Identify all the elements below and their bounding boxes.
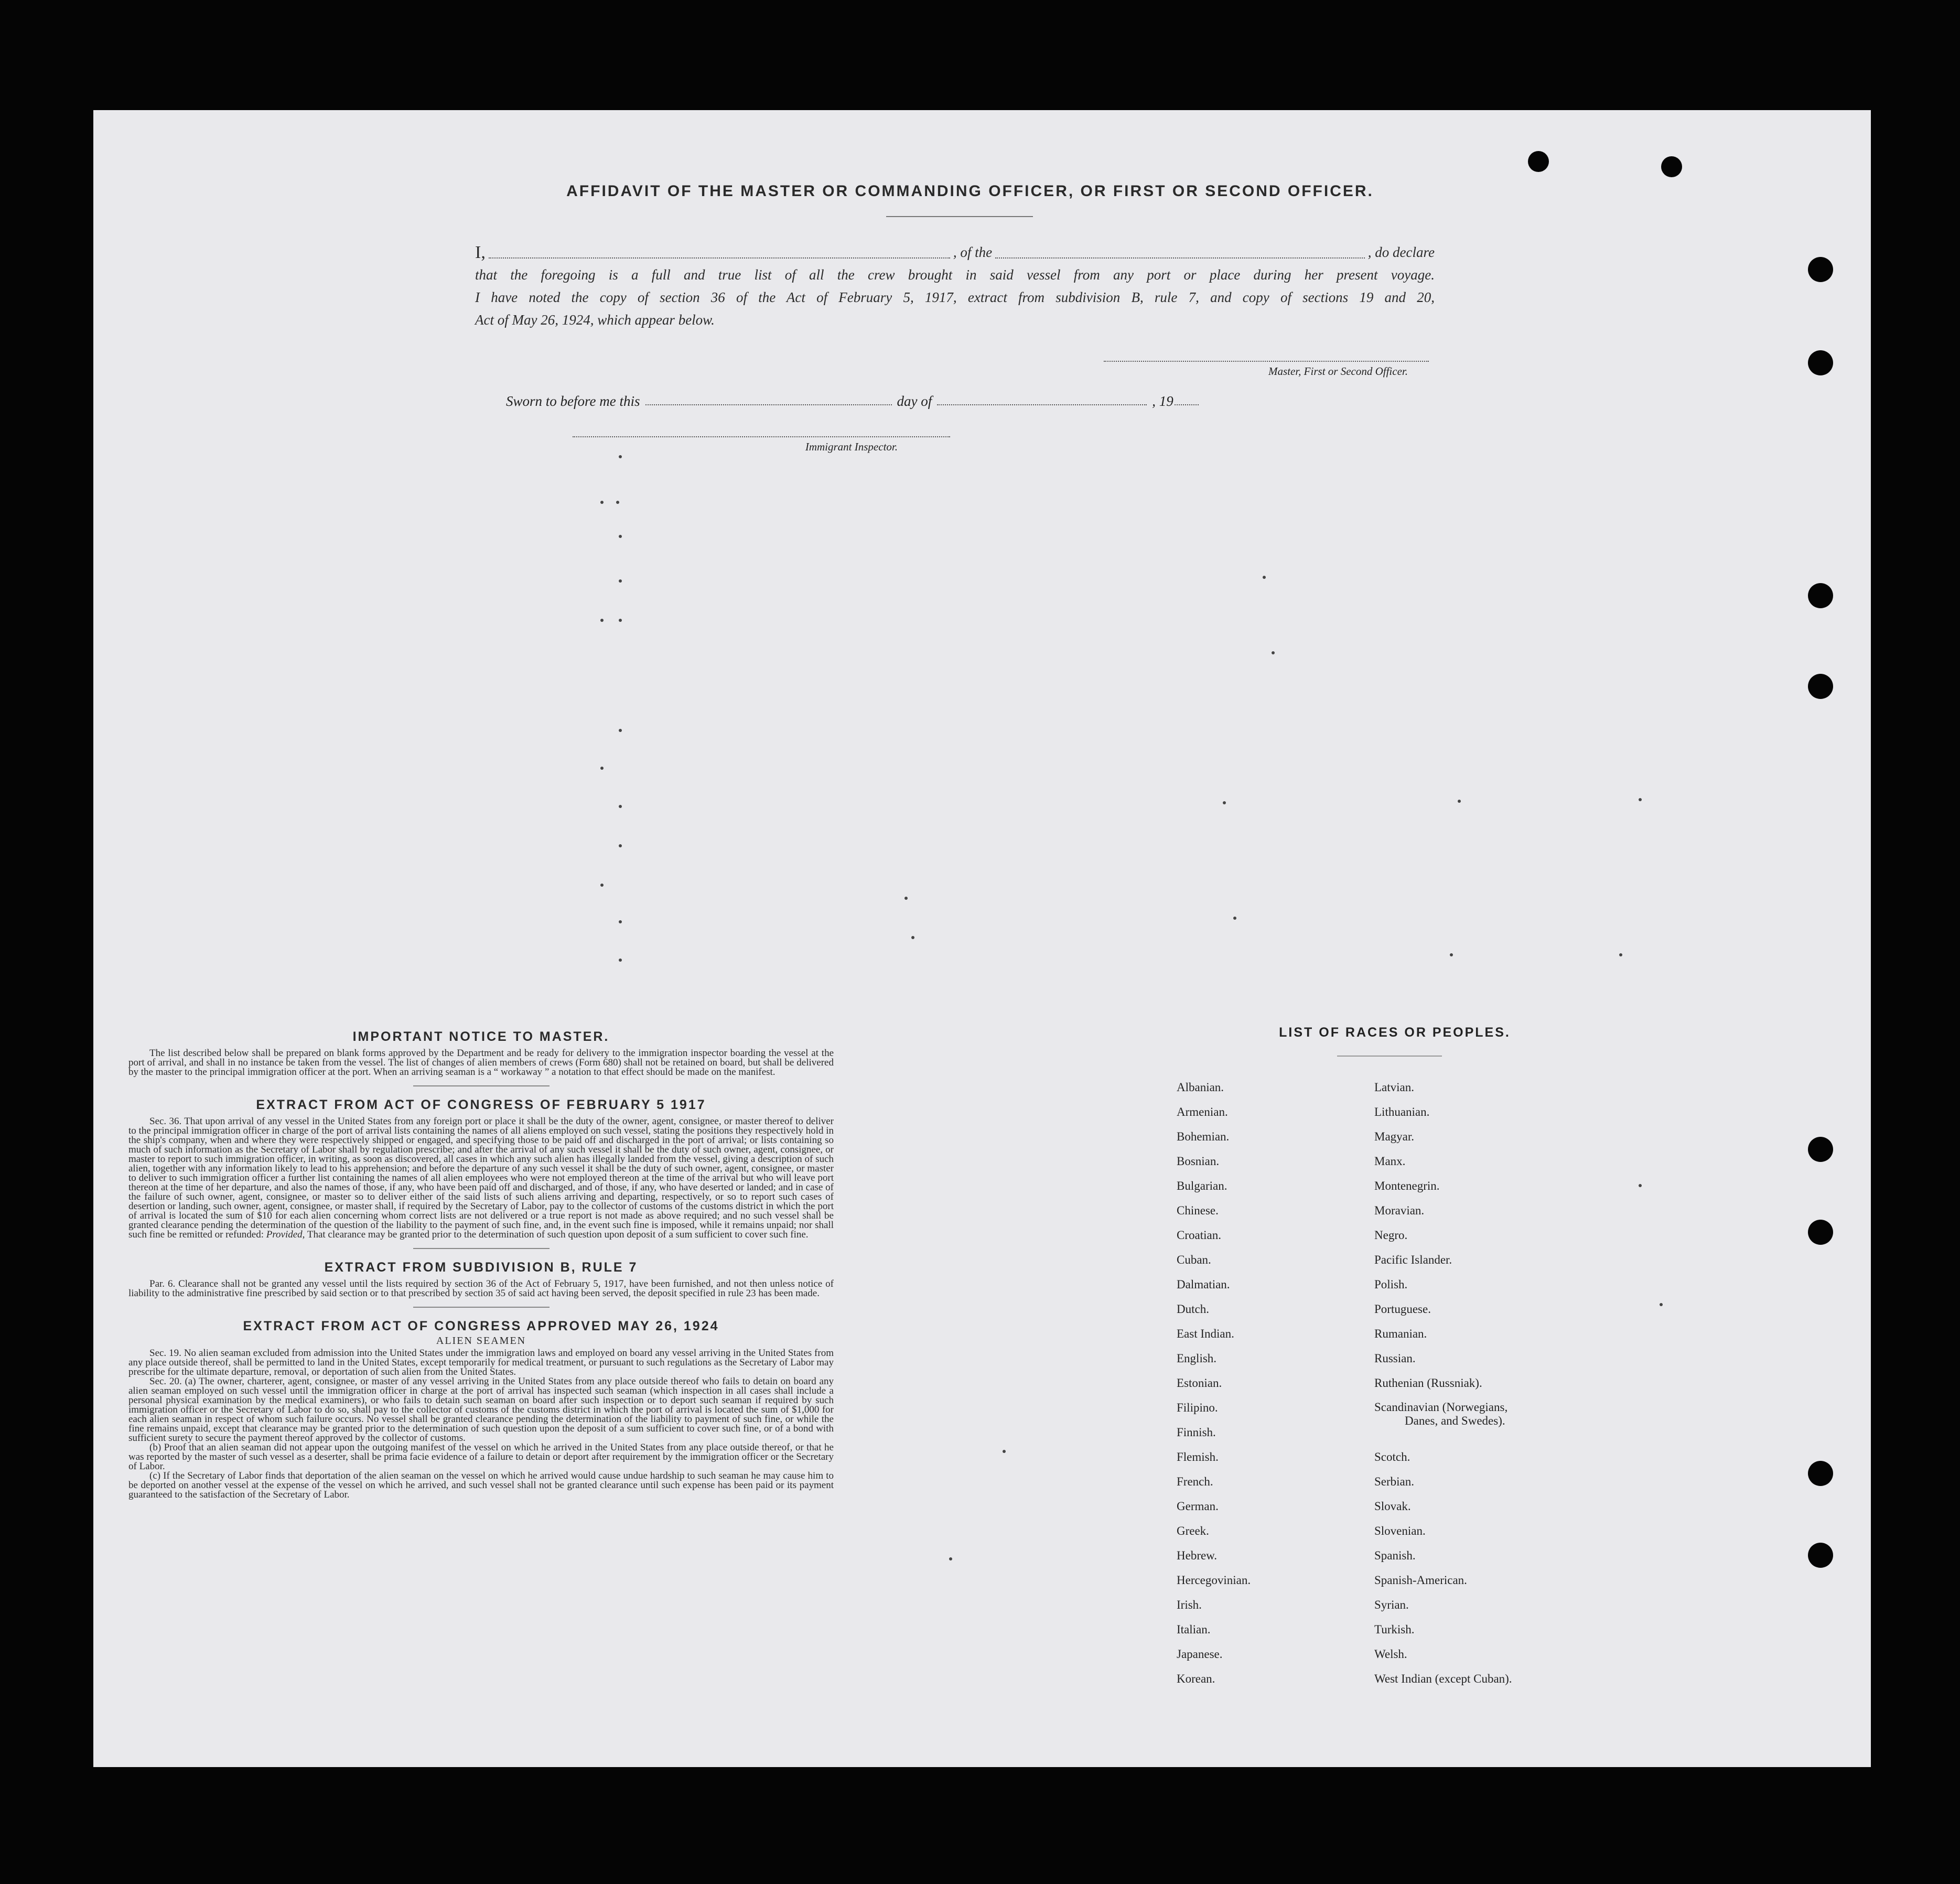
- race-item: English.: [1177, 1352, 1217, 1365]
- extract-1924-sec19: Sec. 19. No alien seaman excluded from admission into the United States under the immigration laws and employed on board any vessel arriving in the United States from any place outside thereof, shall be permitted to land in the United States, except temporarily for medical treatment, or pursuant to such regulations as the Secretary of Labor may prescribe for the ultimate departure, removal, or deportation of such alien from the United States.: [128, 1348, 834, 1377]
- extract-1924-subtitle: ALIEN SEAMEN: [436, 1335, 526, 1347]
- race-item: Syrian.: [1374, 1598, 1409, 1611]
- race-item: Bohemian.: [1177, 1130, 1230, 1143]
- separator: [413, 1085, 550, 1086]
- race-item: Ruthenian (Russniak).: [1374, 1376, 1482, 1390]
- race-item: Finnish.: [1177, 1426, 1216, 1439]
- speck: [600, 767, 604, 770]
- race-item-scandinavian: [1374, 1395, 1699, 1445]
- inspector-signature-field[interactable]: [573, 436, 950, 437]
- binder-hole: [1808, 1461, 1833, 1486]
- speck: [1223, 801, 1226, 804]
- separator: [413, 1307, 550, 1308]
- race-item: Korean.: [1177, 1672, 1215, 1685]
- vessel-name-field[interactable]: [995, 257, 1365, 259]
- race-item: Dalmatian.: [1177, 1278, 1230, 1291]
- declaration-end: , do declare: [1367, 244, 1435, 260]
- extract-1917-proviso-rest: That clearance may be granted prior to the determination of such question upon deposit of a sum sufficient to cover such fine.: [307, 1229, 809, 1240]
- declaration-of: , of the: [953, 244, 993, 260]
- sworn-line: [506, 393, 1240, 410]
- race-item: Rumanian.: [1374, 1327, 1427, 1340]
- speck: [619, 455, 622, 458]
- speck: [1458, 800, 1461, 803]
- declaration-line-1: [475, 241, 1435, 264]
- race-item: French.: [1177, 1475, 1213, 1488]
- speck: [616, 501, 619, 504]
- race-item-line: Danes, and Swedes).: [1405, 1414, 1505, 1427]
- race-item: East Indian.: [1177, 1327, 1234, 1340]
- race-item: Pacific Islander.: [1374, 1253, 1452, 1266]
- binder-hole: [1808, 1543, 1833, 1568]
- speck: [619, 844, 622, 847]
- speck: [619, 920, 622, 923]
- separator: [413, 1248, 550, 1249]
- race-item: Serbian.: [1374, 1475, 1415, 1488]
- extract-1924-sec20a: Sec. 20. (a) The owner, charterer, agent, consignee, or master of any vessel arriving in the United States from any place outside thereof who fails to detain on board any alien seaman employed on such vessel until the immigration officer in charge at the port of arrival has inspected such seaman (which inspection in all cases shall include a personal physical examination by the medical examiners), or who fails to detain such seaman on board after such inspection or to deport such seaman if required by such immigration officer or the Secretary of Labor to do so, shall pay to the collector of customs of the customs district in which the port of arrival is located the sum of $1,000 for each alien seaman in respect of whom such failure occurs. No vessel shall be granted clearance pending the determination of the liability to payment of such fine, or while the fine remains unpaid, except that clearance may be granted prior to the determination of such question upon the deposit of a sum sufficient to cover such fine, or of a bond with sufficient surety to secure the payment thereof approved by the collector of customs.: [128, 1376, 834, 1444]
- race-item: Welsh.: [1374, 1648, 1407, 1661]
- extract-1917-title: EXTRACT FROM ACT OF CONGRESS OF FEBRUARY 5 1917: [256, 1097, 706, 1112]
- master-signature-label: Master, First or Second Officer.: [1268, 365, 1408, 378]
- race-item: Scotch.: [1374, 1450, 1410, 1463]
- race-item: Negro.: [1374, 1229, 1408, 1242]
- race-item: Irish.: [1177, 1598, 1202, 1611]
- speck: [1619, 953, 1622, 956]
- race-item: Japanese.: [1177, 1648, 1223, 1661]
- sworn-year-label: , 19: [1152, 393, 1173, 409]
- race-item: Dutch.: [1177, 1302, 1209, 1316]
- race-item: Montenegrin.: [1374, 1179, 1440, 1192]
- speck: [1272, 651, 1275, 654]
- sworn-year-field[interactable]: [1175, 404, 1199, 405]
- officer-name-field[interactable]: [489, 257, 950, 259]
- race-item: Bulgarian.: [1177, 1179, 1227, 1192]
- extract-rule7-title: EXTRACT FROM SUBDIVISION B, RULE 7: [324, 1260, 638, 1275]
- speck: [1263, 576, 1266, 579]
- extract-1917-proviso: Provided,: [266, 1229, 305, 1240]
- race-item: Slovak.: [1374, 1500, 1411, 1513]
- races-rule: [1337, 1056, 1442, 1057]
- extract-1924-sec20c: (c) If the Secretary of Labor finds that deportation of the alien seaman on the vessel on which he arrived would cause undue hardship to such seaman he may cause him to be deported on another vessel at the expense of the vessel on which he arrived, and such vessel shall not be granted clearance until such expense has been paid or its payment guaranteed to the satisfaction of the Secretary of Labor.: [128, 1470, 834, 1500]
- notice-text: The list described below shall be prepared on blank forms approved by the Department and be ready for delivery to the immigration inspector boarding the vessel at the port of arrival, and shall in no instance be taken from the vessel. The list of changes of alien members of crews (Form 680) shall not be retained on board, but shall be delivered by the master to the principal immigration officer at the port. When an arriving seaman is a “ workaway ” a notation to that effect should be made on the manifest.: [128, 1048, 834, 1078]
- declaration-lead: I,: [475, 243, 486, 262]
- sworn-month-field[interactable]: [937, 404, 1147, 405]
- declaration-line-4: Act of May 26, 1924, which appear below.: [475, 312, 715, 328]
- races-title: LIST OF RACES OR PEOPLES.: [1279, 1025, 1511, 1040]
- notice-column: [128, 1029, 834, 1500]
- race-item: Moravian.: [1374, 1204, 1425, 1217]
- speck: [1450, 953, 1453, 956]
- speck: [1003, 1450, 1006, 1453]
- sworn-day-label: day of: [897, 393, 932, 409]
- sworn-prefix: Sworn to before me this: [506, 393, 640, 409]
- title-rule: [886, 216, 1033, 217]
- binder-hole: [1808, 350, 1833, 375]
- speck: [600, 884, 604, 887]
- race-item: Manx.: [1374, 1155, 1406, 1168]
- speck: [619, 619, 622, 622]
- sworn-day-field[interactable]: [645, 404, 892, 405]
- extract-1917-body: Sec. 36. That upon arrival of any vessel in the United States from any foreign port or place it shall be the duty of the owner, agent, consignee, or master thereof to deliver to the principal immigration officer in charge of the port of arrival lists containing the names of all aliens employed on such vessel, stating the positions they respectively hold in the ship's company, when and where they were respectively shipped or engaged, and specifying those to be paid off and discharged in the port of arrival; or lists containing so much of such information as the Secretary of Labor shall by regulation prescribe; and after the arrival of any such vessel it shall be the duty of such owner, agent, consignee, or master to report to such immigration officer, in writing, as soon as discovered, all cases in which any such alien has illegally landed from the vessel, giving a description of such alien, together with any information likely to lead to his apprehension; and before the departure of any such vessel it shall be the duty of such owner, agent, consignee, or master to deliver to such immigration officer a further list containing the names of all alien employees who were not employed thereon at the time of the arrival but who will leave port thereon at the time of her departure, and also the names of those, if any, who have been paid off and discharged, and of those, if any, who have deserted or landed; and in case of the failure of such owner, agent, consignee, or master so to deliver either of the said lists of such aliens arriving and departing, respectively, or so to report such cases of desertion or landing, such owner, agent, consignee, or master shall, if required by the Secretary of Labor, pay to the collector of customs of the customs district in which the port of arrival is located the sum of $10 for each alien concerning whom correct lists are not delivered or a true report is not made as above required; and no such vessel shall be granted clearance pending the determination of the question of the liability to the payment of such fine, and, in the event such fine is imposed, while it remains unpaid; nor shall such fine be remitted or refunded:: [128, 1116, 834, 1240]
- race-item: Spanish-American.: [1374, 1574, 1467, 1587]
- extract-1924-sec20b: (b) Proof that an alien seaman did not appear upon the outgoing manifest of the vessel on which he arrived in the United States from any place outside thereof, or that he was reported by the master of such vessel as a deserter, shall be prima facie evidence of a failure to detain or deport after requirement by the immigration officer or the Secretary of Labor.: [128, 1442, 834, 1472]
- binder-hole: [1808, 1220, 1833, 1245]
- binder-hole: [1528, 151, 1549, 172]
- race-item: German.: [1177, 1500, 1219, 1513]
- binder-hole: [1661, 156, 1682, 177]
- race-item: Slovenian.: [1374, 1524, 1426, 1537]
- speck: [949, 1557, 952, 1560]
- race-item: Estonian.: [1177, 1376, 1222, 1390]
- binder-hole: [1808, 674, 1833, 699]
- race-item-line: Scandinavian (Norwegians,: [1374, 1401, 1508, 1414]
- race-item: Filipino.: [1177, 1401, 1218, 1414]
- speck: [619, 729, 622, 732]
- speck: [1233, 917, 1236, 920]
- race-item: Turkish.: [1374, 1623, 1415, 1636]
- speck: [904, 897, 908, 900]
- race-item: Hercegovinian.: [1177, 1574, 1251, 1587]
- race-item: West Indian (except Cuban).: [1374, 1672, 1512, 1685]
- speck: [911, 936, 914, 939]
- race-item: Armenian.: [1177, 1105, 1228, 1118]
- extract-rule7-text: Par. 6. Clearance shall not be granted any vessel until the lists required by section 36 of the Act of February 5, 1917, have been furnished, and not then unless notice of liability to the administrative fine prescribed by said section or to that prescribed by section 35 of said act having been served, the deposit specified in rule 23 has been made.: [128, 1278, 834, 1299]
- race-item: Greek.: [1177, 1524, 1209, 1537]
- declaration-line-3: I have noted the copy of section 36 of the Act of February 5, 1917, extract from subdivision B, rule 7, and copy of sections 19 and 20,: [475, 289, 1435, 305]
- speck: [1639, 798, 1642, 801]
- affidavit-title: AFFIDAVIT OF THE MASTER OR COMMANDING OFFICER, OR FIRST OR SECOND OFFICER.: [566, 182, 1374, 200]
- race-item: Croatian.: [1177, 1229, 1221, 1242]
- extract-1917-text: [128, 1117, 834, 1240]
- race-item: Cuban.: [1177, 1253, 1211, 1266]
- declaration-block: [475, 241, 1435, 331]
- race-item: Hebrew.: [1177, 1549, 1218, 1562]
- race-item: Portuguese.: [1374, 1302, 1431, 1316]
- speck: [600, 619, 604, 622]
- master-signature-field[interactable]: [1104, 361, 1429, 362]
- races-right-column: [1374, 1075, 1699, 1691]
- race-item: Italian.: [1177, 1623, 1211, 1636]
- race-item: Flemish.: [1177, 1450, 1219, 1463]
- races-left-column: [1177, 1075, 1344, 1691]
- notice-title: IMPORTANT NOTICE TO MASTER.: [352, 1029, 610, 1044]
- extract-1924-title: EXTRACT FROM ACT OF CONGRESS APPROVED MAY 26, 1924: [243, 1319, 719, 1333]
- speck: [600, 501, 604, 504]
- speck: [619, 805, 622, 808]
- race-item: Albanian.: [1177, 1081, 1224, 1094]
- speck: [619, 535, 622, 538]
- speck: [619, 579, 622, 583]
- binder-hole: [1808, 1137, 1833, 1162]
- race-item: Lithuanian.: [1374, 1105, 1430, 1118]
- race-item: Bosnian.: [1177, 1155, 1220, 1168]
- binder-hole: [1808, 257, 1833, 282]
- race-item: Spanish.: [1374, 1549, 1416, 1562]
- race-item: Latvian.: [1374, 1081, 1414, 1094]
- binder-hole: [1808, 583, 1833, 608]
- race-item: Magyar.: [1374, 1130, 1415, 1143]
- speck: [619, 959, 622, 962]
- race-item: Chinese.: [1177, 1204, 1219, 1217]
- inspector-signature-label: Immigrant Inspector.: [805, 440, 898, 453]
- race-item: Russian.: [1374, 1352, 1416, 1365]
- declaration-line-2: that the foregoing is a full and true list of all the crew brought in said vessel from any port or place during her present voyage.: [475, 267, 1435, 283]
- race-item: Polish.: [1374, 1278, 1408, 1291]
